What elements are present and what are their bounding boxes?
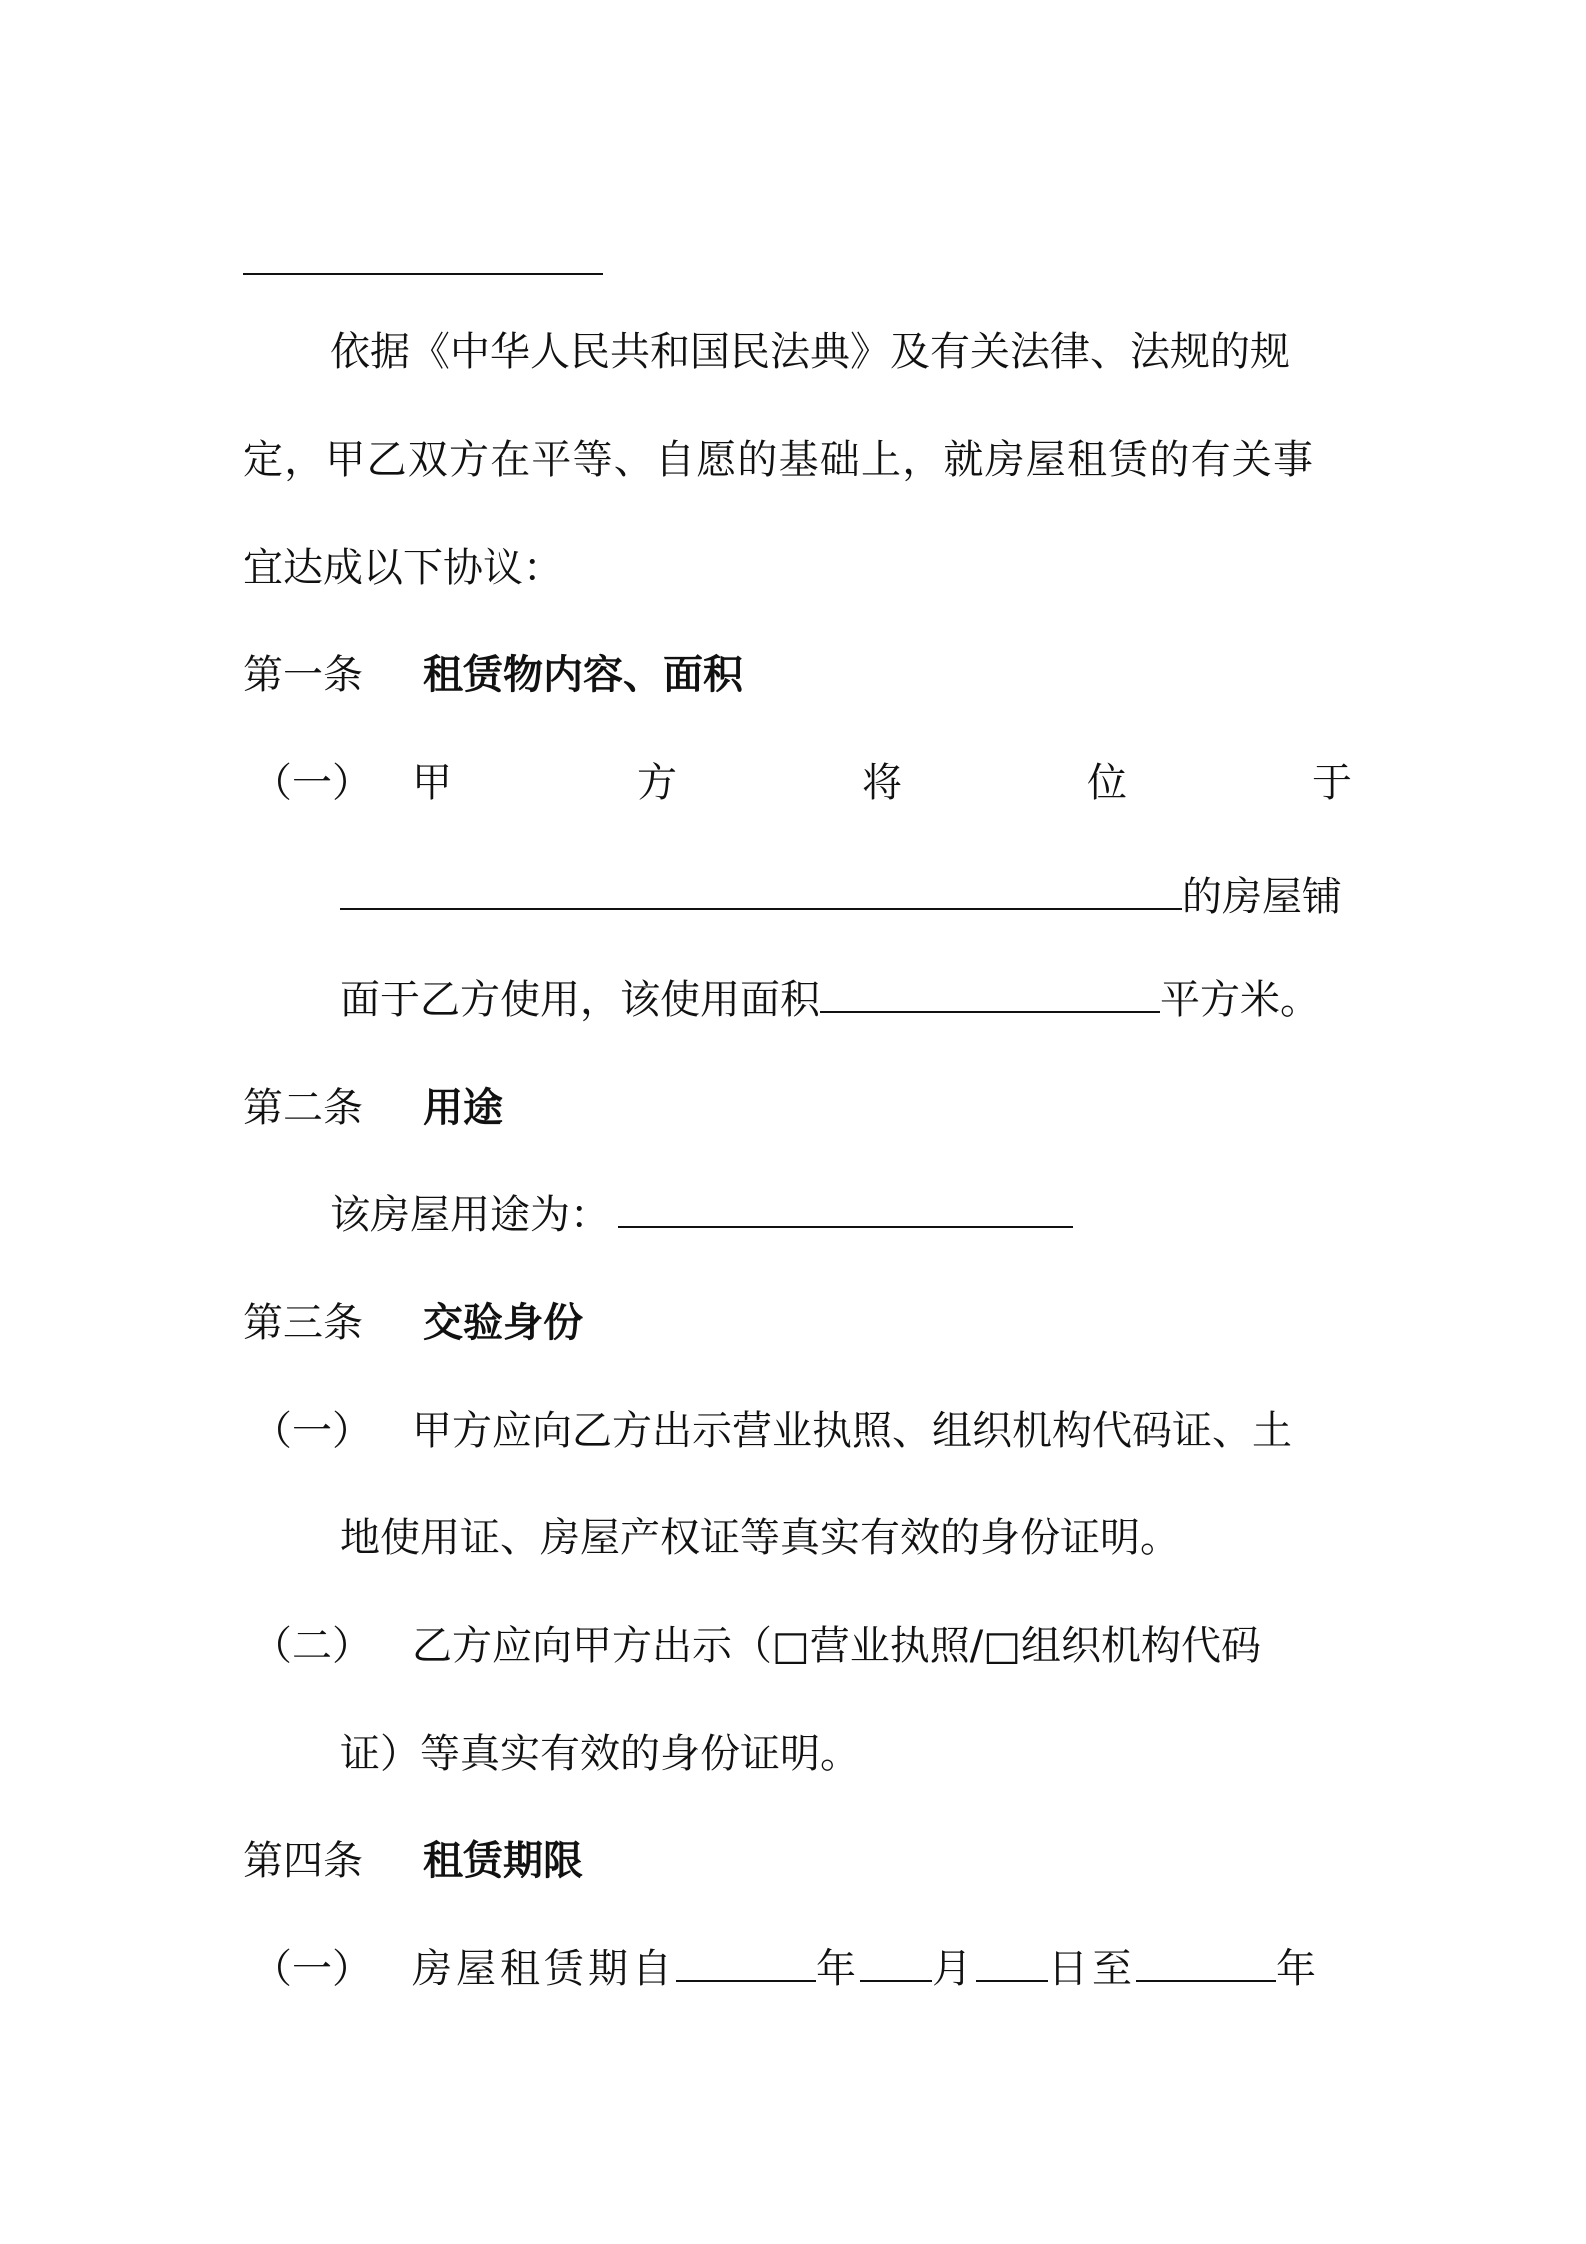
start-day-blank[interactable]: [976, 1946, 1048, 1982]
article-1-clause-1-spread: [412, 753, 1352, 813]
end-year-label: 年: [1276, 1946, 1320, 1992]
article-3-clause-2-marker: （二）: [252, 1623, 372, 1669]
article-3-clause-1-line-1: 甲方应向乙方出示营业执照、组织机构代码证、土: [412, 1408, 1292, 1454]
location-blank[interactable]: [340, 874, 1182, 910]
article-3-clause-2-line-1: 乙方应向甲方出示（□营业执照/□组织机构代码: [412, 1623, 1262, 1669]
spread-char: 将: [862, 760, 902, 806]
article-1-clause-1-marker: （一）: [252, 760, 372, 806]
article-1-heading: [243, 645, 743, 705]
article-4-heading: [243, 1831, 583, 1891]
article-2-number: 第二条: [243, 1085, 363, 1131]
spread-char: 甲: [412, 760, 452, 806]
article-1-number: 第一条: [243, 652, 363, 698]
article-3-number: 第三条: [243, 1300, 363, 1346]
spread-char: 于: [1312, 760, 1352, 806]
article-2-title: 用途: [423, 1085, 503, 1131]
area-suffix: 平方米。: [1160, 977, 1320, 1023]
article-4-clause-1-marker: （一）: [252, 1946, 372, 1992]
spread-char: 位: [1087, 760, 1127, 806]
article-4-title: 租赁期限: [423, 1838, 583, 1884]
preamble-line-3: 宜达成以下协议：: [243, 545, 563, 591]
article-1-clause-1-line-3: [340, 970, 1320, 1030]
article-3-clause-1-marker: （一）: [252, 1408, 372, 1454]
start-year-blank[interactable]: [676, 1946, 816, 1982]
term-prefix: 房屋租赁期自: [412, 1946, 676, 1992]
header-blank: [243, 232, 603, 292]
article-1-title: 租赁物内容、面积: [423, 652, 743, 698]
area-blank[interactable]: [820, 977, 1160, 1013]
location-suffix: 的房屋铺: [1182, 874, 1342, 920]
purpose-prefix: 该房屋用途为：: [330, 1192, 610, 1238]
article-4-number: 第四条: [243, 1838, 363, 1884]
header-blank-line: [243, 239, 603, 275]
article-3-title: 交验身份: [423, 1300, 583, 1346]
end-year-blank[interactable]: [1136, 1946, 1276, 1982]
spread-char: 方: [637, 760, 677, 806]
article-3-heading: [243, 1293, 583, 1353]
area-prefix: 面于乙方使用，该使用面积: [340, 977, 820, 1023]
start-month-label: 月: [932, 1946, 976, 1992]
article-3-clause-2-line-2: 证）等真实有效的身份证明。: [340, 1731, 860, 1777]
start-year-label: 年: [816, 1946, 860, 1992]
article-3-clause-1-line-2: 地使用证、房屋产权证等真实有效的身份证明。: [340, 1515, 1180, 1561]
start-month-blank[interactable]: [860, 1946, 932, 1982]
article-2-body: [330, 1185, 1073, 1245]
preamble-line-1: 依据《中华人民共和国民法典》及有关法律、法规的规: [330, 329, 1290, 375]
article-1-clause-1-line-2: [340, 867, 1342, 927]
preamble-line-2: 定，甲乙双方在平等、自愿的基础上，就房屋租赁的有关事: [243, 437, 1315, 483]
start-day-label: 日至: [1048, 1946, 1136, 1992]
purpose-blank[interactable]: [618, 1192, 1073, 1228]
article-2-heading: [243, 1078, 503, 1138]
article-4-clause-1-line-1: [412, 1939, 1320, 1999]
